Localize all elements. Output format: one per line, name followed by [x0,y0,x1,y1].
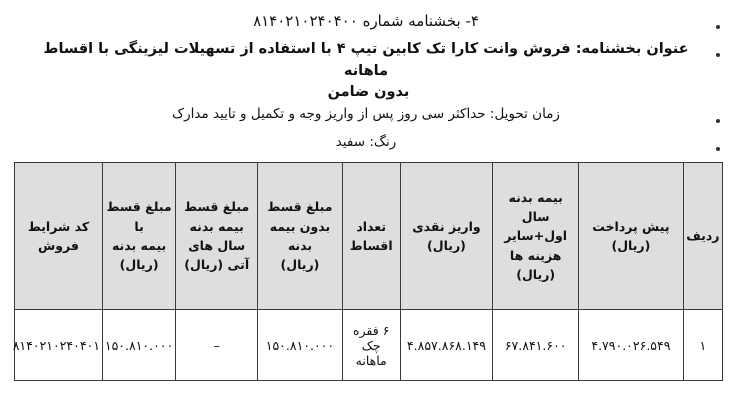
cell-cash-deposit: ۴.۸۵۷.۸۶۸.۱۴۹ [400,310,493,381]
delivery-time-text: زمان تحویل: حداکثر سی روز پس از واریز وجه و تکمیل و تایید مدارک [172,106,560,123]
delivery-time-row [14,104,723,129]
bullet-dot-icon [712,19,723,35]
column-header-installment-future-insurance [176,163,258,310]
circular-title-row [14,38,723,83]
cell-insurance-first-year: ۶۷.۸۴۱.۶۰۰ [493,310,579,381]
table-row [15,310,723,381]
circular-number-text: ۴- بخشنامه شماره ۸۱۴۰۲۱۰۲۴۰۴۰۰ [253,12,479,30]
column-header-installment-count-line1: تعداد [356,218,387,234]
column-header-prepayment-line1: پیش پرداخت [592,218,670,234]
column-header-sale-code: کد شرایط فروش [15,163,103,310]
sale-conditions-table-wrapper [14,162,723,381]
circular-title-second-line: بدون ضامن [327,84,410,101]
column-header-installment-no-insurance-line1: مبلغ قسط [267,199,333,215]
column-header-insurance-first-year-line1: بیمه بدنه [508,189,563,205]
column-header-installment-future-insurance-line4: آتی (ریال) [184,257,250,273]
column-header-insurance-first-year-line4: هزینه ها [509,247,562,263]
cell-installment-count-line1: ۶ فقره [352,322,390,338]
bullet-dot-icon [712,47,723,63]
column-header-prepayment-line2: (ریال) [611,238,651,253]
column-header-installment-with-insurance [102,163,175,310]
color-text: رنگ: سفید [335,133,397,150]
column-header-insurance-first-year-line2: سال [521,208,550,224]
cell-installment-count [342,310,400,381]
column-header-installment-count-line2: اقساط [349,238,393,253]
cell-installment-count-line2: چک [361,337,381,353]
column-header-insurance-first-year-line5: (ریال) [516,267,556,283]
header-bullet-list [14,10,723,156]
column-header-installment-no-insurance-line4: (ریال) [280,257,320,273]
column-header-insurance-first-year [493,163,579,310]
cell-row-no: ۱ [683,310,722,381]
sale-conditions-table [14,162,723,381]
column-header-prepayment [579,163,684,310]
column-header-cash-deposit-line2: (ریال) [427,238,466,253]
column-header-cash-deposit [400,163,493,310]
column-header-installment-no-insurance-line2: بدون بیمه [269,218,331,234]
cell-prepayment: ۴.۷۹۰.۰۲۶.۵۴۹ [579,310,684,381]
column-header-insurance-first-year-line3: اول+سایر [504,228,568,244]
cell-installment-count-line3: ماهانه [355,352,387,368]
cell-sale-code: ۸۱۴۰۲۱۰۲۴۰۴۰۱ [15,310,103,381]
bullet-dot-icon [712,141,723,157]
column-header-row-no: ردیف [683,163,722,310]
column-header-installment-count [342,163,400,310]
column-header-installment-future-insurance-line2: بیمه بدنه [189,218,244,234]
cell-installment-future-insurance: – [176,310,258,381]
table-header [15,163,723,310]
cell-installment-with-insurance: ۱۵۰.۸۱۰.۰۰۰ [102,310,175,381]
circular-title-text: عنوان بخشنامه: فروش وانت کارا تک کابین تیپ ۴ با استفاده از تسهیلات لیزینگی با اقساط ماهانه [43,40,689,79]
column-header-installment-no-insurance [258,163,343,310]
bullet-dot-icon [712,113,723,129]
column-header-installment-with-insurance-line3: (ریال) [119,257,159,273]
circular-title-second-line-row [14,85,723,100]
table-header-row [15,163,723,310]
cell-installment-no-insurance: ۱۵۰.۸۱۰.۰۰۰ [258,310,343,381]
column-header-installment-with-insurance-line1: مبلغ قسط با [106,199,172,234]
column-header-installment-future-insurance-line1: مبلغ قسط [184,199,250,215]
color-row [14,132,723,157]
circular-number-row [14,10,723,35]
column-header-installment-future-insurance-line3: سال های [188,238,246,253]
table-body [12,310,723,381]
column-header-installment-with-insurance-line2: بیمه بدنه [111,238,167,253]
column-header-installment-no-insurance-line3: بدنه [287,238,313,253]
column-header-cash-deposit-line1: واریز نقدی [412,218,481,234]
